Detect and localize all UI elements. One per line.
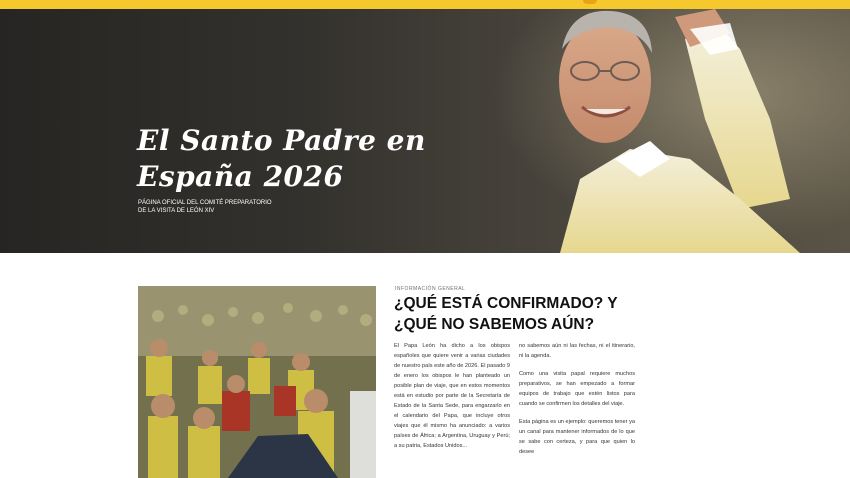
article-category[interactable]: INFORMACIÓN GENERAL xyxy=(395,286,466,292)
hero-title-line-1: El Santo Padre en xyxy=(137,124,426,157)
hero-subtitle-line-1: PÁGINA OFICIAL DEL COMITÉ PREPARATORIO xyxy=(138,200,272,206)
article-paragraph: Como una visita papal requiere muchos preparativos, se han empezado a formar equipos de trabajo que estén listos para cuando se confirmen los detalles del viaje. xyxy=(519,371,635,407)
crowd-photo xyxy=(138,286,376,478)
hero-subtitle xyxy=(138,199,318,215)
article-column-2 xyxy=(519,341,635,465)
top-accent-bar xyxy=(0,0,850,9)
article-paragraph: El Papa León ha dicho a los obispos españoles que quiere venir a varias ciudades de nuestro país este año de 2026. El pasado 9 de enero los obispos le han planteado un posible plan de viaje, que en estos momentos está en estudio por parte de la Secretaría de Estado de la Santa Sede, para engarzarlo en el calendario del Papa, que incluye otros viajes que él mismo ha anunciado: a varios países de África; a Argentina, Uruguay y Perú; a su patria, Estados Unidos... xyxy=(394,343,511,449)
article-column-1 xyxy=(394,341,510,459)
top-bar-notch xyxy=(583,0,597,4)
hero-title xyxy=(137,123,437,195)
article-paragraph: Esta página es un ejemplo: queremos tener ya un canal para mantener informados de lo que se sabe con certeza, y para que quien lo desee xyxy=(519,419,635,455)
hero-subtitle-line-2: DE LA VISITA DE LEÓN XIV xyxy=(138,208,215,214)
pope-portrait-image xyxy=(540,9,850,253)
article-title[interactable]: ¿QUÉ ESTÁ CONFIRMADO? Y ¿QUÉ NO SABEMOS AÚN? xyxy=(394,295,618,333)
hero-banner xyxy=(0,9,850,253)
hero-title-line-2: España 2026 xyxy=(137,160,344,193)
article-paragraph: no sabemos aún ni las fechas, ni el itinerario, ni la agenda. xyxy=(519,343,635,359)
